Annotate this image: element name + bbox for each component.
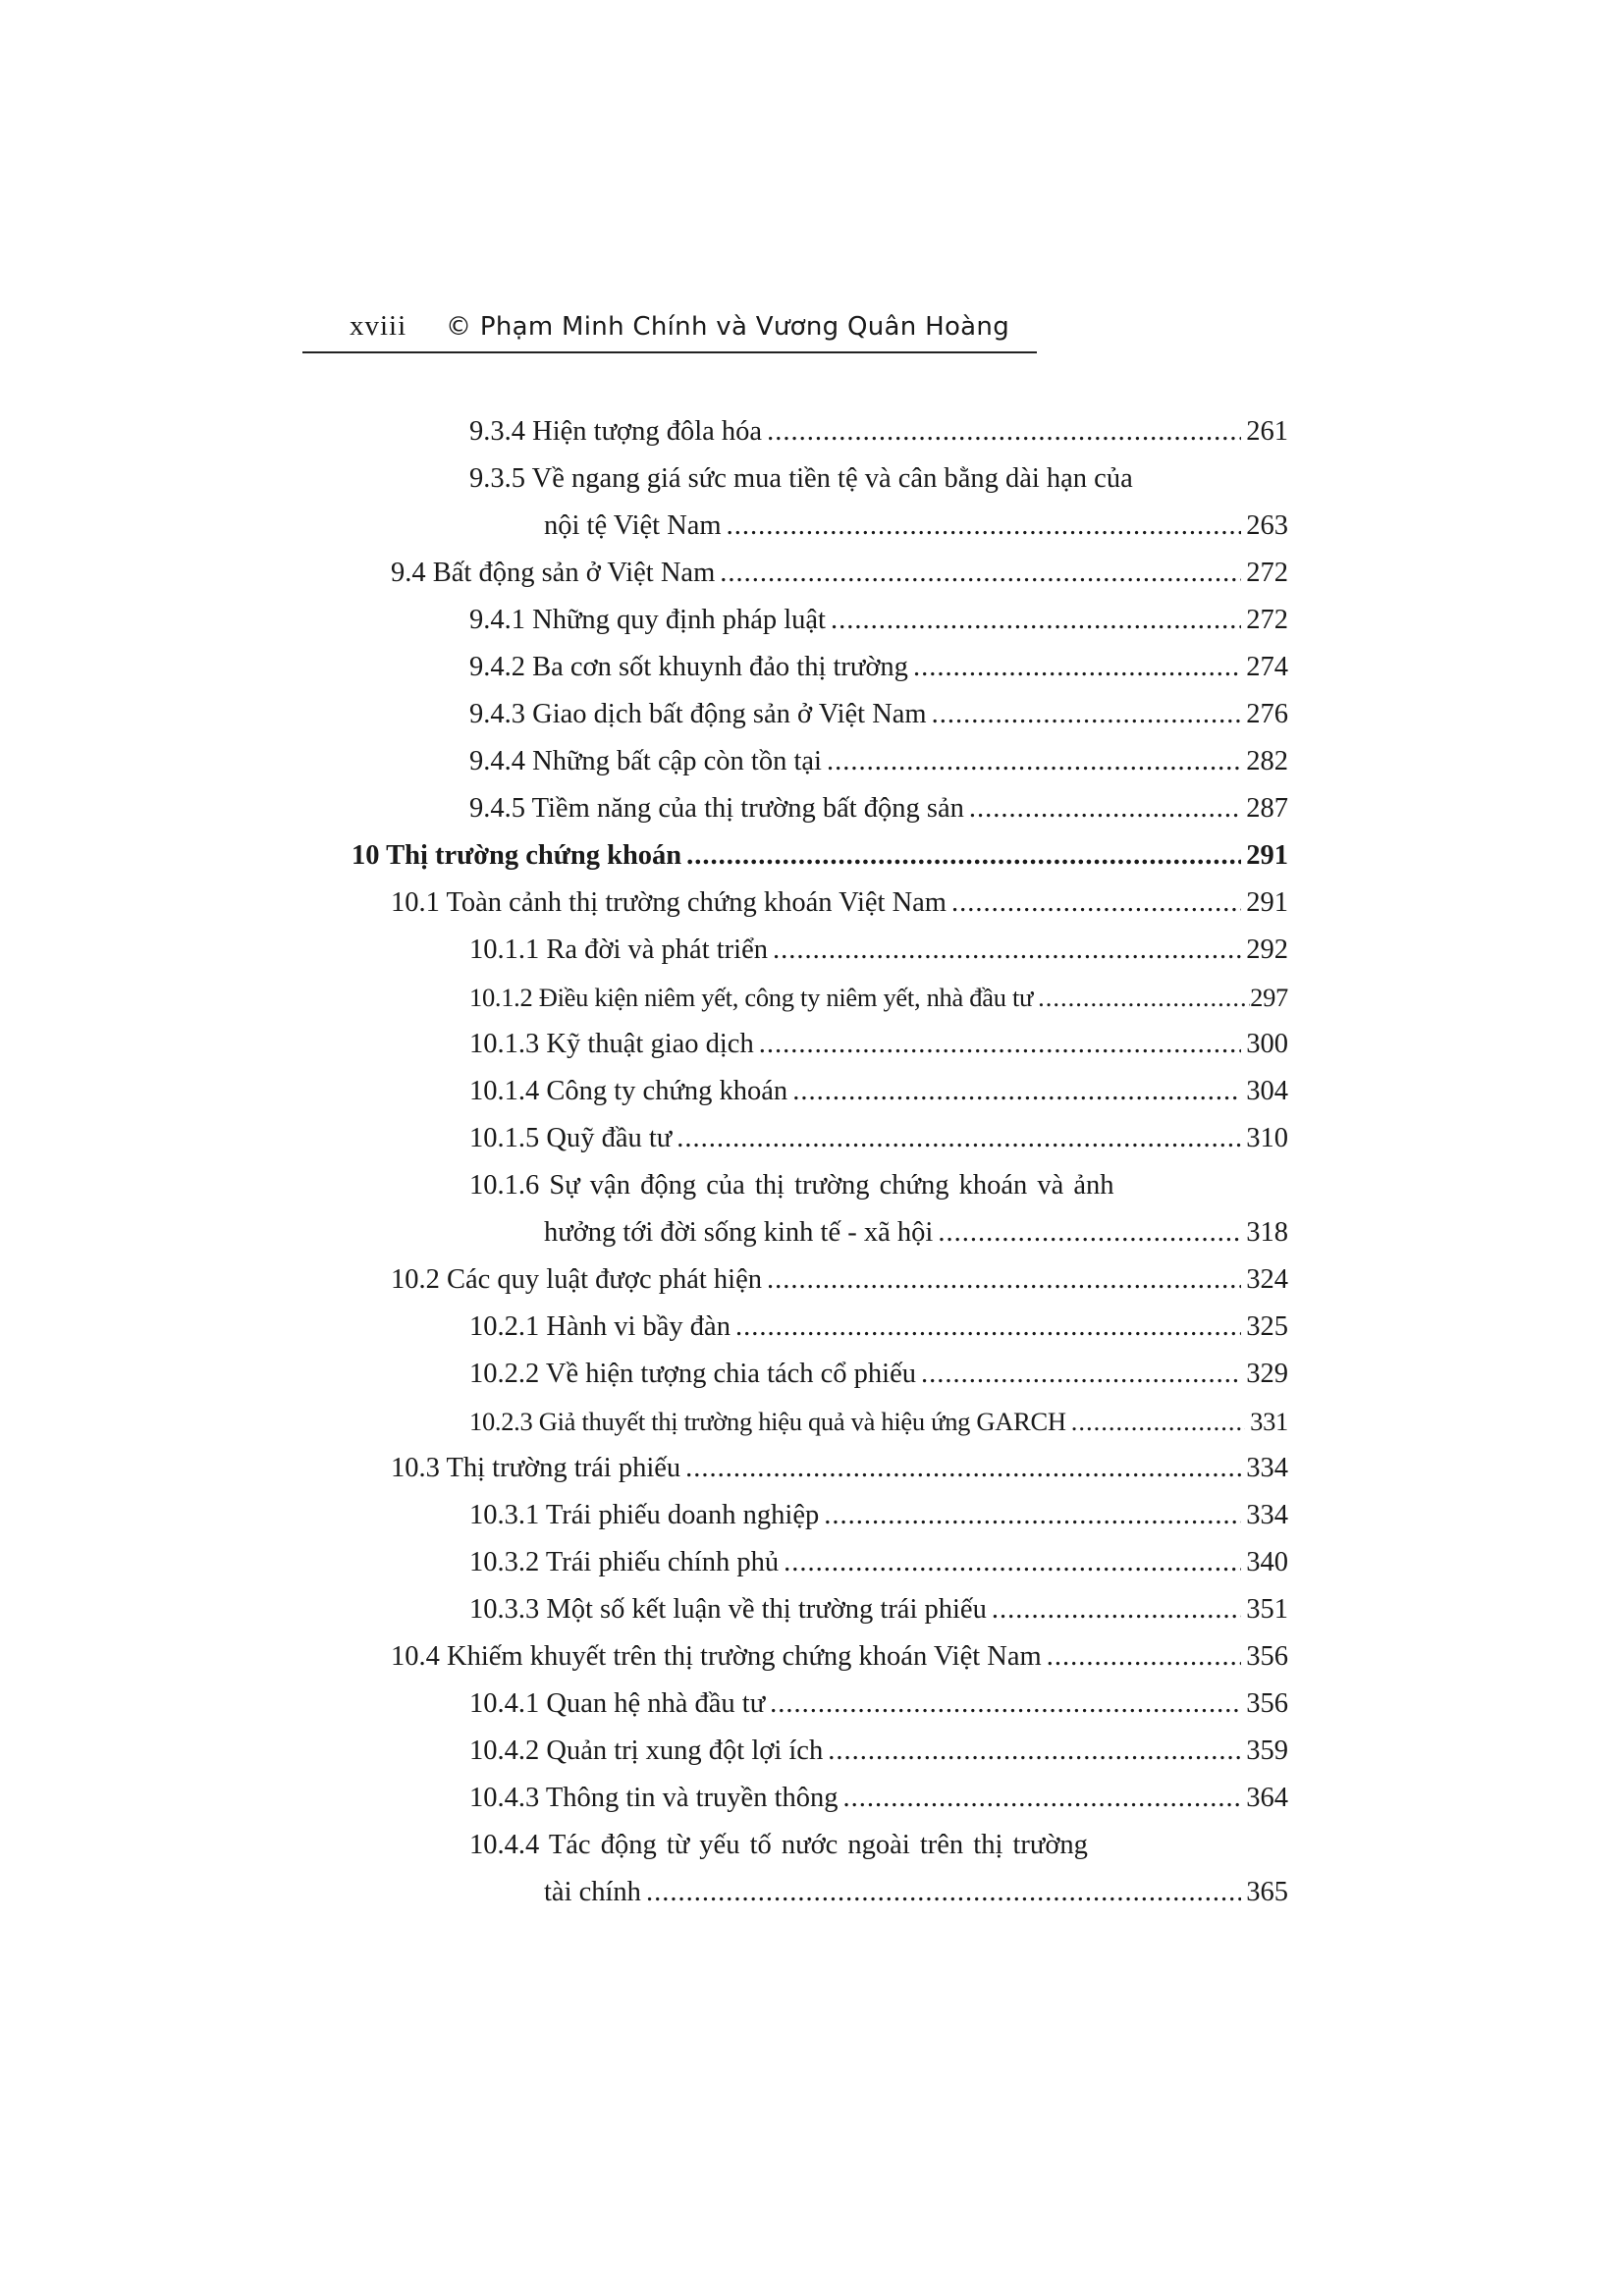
toc-entry-title: 10.3.1 Trái phiếu doanh nghiệp bbox=[469, 1500, 820, 1530]
toc-entry-page: 334 bbox=[1246, 1500, 1288, 1530]
leader-dots bbox=[932, 695, 1242, 734]
leader-dots bbox=[831, 601, 1241, 640]
leader-dots bbox=[685, 1449, 1241, 1488]
toc-entry-page: 356 bbox=[1246, 1688, 1288, 1719]
toc-entry-page: 340 bbox=[1246, 1547, 1288, 1577]
toc-entry[interactable] bbox=[469, 931, 1288, 970]
toc-entry-title: 10 Thị trường chứng khoán bbox=[352, 840, 682, 871]
running-head-title: © Phạm Minh Chính và Vương Quân Hoàng bbox=[446, 312, 1009, 342]
toc-entry-page: 324 bbox=[1246, 1264, 1288, 1295]
toc-entry[interactable] bbox=[391, 554, 1288, 593]
toc-entry-page: 297 bbox=[1250, 983, 1288, 1012]
toc-entry-title: 9.3.4 Hiện tượng đôla hóa bbox=[469, 416, 763, 447]
toc-entry[interactable] bbox=[469, 1590, 1288, 1629]
toc-entry-title: 10.2.3 Giả thuyết thị trường hiệu quả và hiệu ứng GARCH bbox=[469, 1407, 1066, 1436]
toc-entry[interactable] bbox=[469, 412, 1288, 452]
toc-entry[interactable] bbox=[469, 695, 1288, 734]
toc-entry[interactable] bbox=[469, 789, 1288, 828]
toc-entry-page: 263 bbox=[1246, 510, 1288, 541]
toc-entry[interactable] bbox=[391, 1260, 1288, 1300]
leader-dots bbox=[773, 931, 1241, 970]
toc-entry-page: 304 bbox=[1246, 1076, 1288, 1106]
toc-entry-page: 282 bbox=[1246, 746, 1288, 776]
leader-dots bbox=[770, 1684, 1241, 1724]
toc-entry[interactable] bbox=[469, 601, 1288, 640]
leader-dots bbox=[767, 412, 1241, 452]
toc-entry-page: 359 bbox=[1246, 1735, 1288, 1766]
toc-entry-title: 10.2 Các quy luật được phát hiện bbox=[391, 1264, 762, 1295]
toc-entry-title: nội tệ Việt Nam bbox=[544, 510, 722, 541]
toc-entry-page: 276 bbox=[1246, 699, 1288, 729]
leader-dots bbox=[827, 742, 1241, 781]
toc-entry-title: 10.4.2 Quản trị xung đột lợi ích bbox=[469, 1735, 824, 1766]
leader-dots bbox=[1038, 978, 1250, 1017]
toc-entry-page: 274 bbox=[1246, 652, 1288, 682]
toc-entry-page: 331 bbox=[1250, 1407, 1288, 1436]
toc-entry[interactable] bbox=[391, 1637, 1288, 1677]
leader-dots bbox=[1047, 1637, 1242, 1677]
leader-dots bbox=[992, 1590, 1241, 1629]
toc-entry-title: 10.4.1 Quan hệ nhà đầu tư bbox=[469, 1688, 766, 1719]
toc-entry[interactable] bbox=[469, 648, 1288, 687]
toc-entry-page: 272 bbox=[1246, 558, 1288, 588]
toc-entry-title: 10.2.2 Về hiện tượng chia tách cổ phiếu bbox=[469, 1359, 916, 1389]
leader-dots bbox=[767, 1260, 1241, 1300]
toc-entry-page: 365 bbox=[1246, 1877, 1288, 1907]
leader-dots bbox=[828, 1732, 1241, 1771]
toc-entry-title: 9.4 Bất động sản ở Việt Nam bbox=[391, 558, 716, 588]
toc-entry[interactable] bbox=[469, 1119, 1288, 1158]
toc-entry[interactable] bbox=[469, 1025, 1288, 1064]
toc-entry-title: 10.2.1 Hành vi bầy đàn bbox=[469, 1311, 731, 1342]
toc-entry-line: 10.1.6 Sự vận động của thị trường chứng khoán và ảnh bbox=[469, 1170, 1114, 1201]
toc-entry-title: 10.4 Khiếm khuyết trên thị trường chứng khoán Việt Nam bbox=[391, 1641, 1042, 1672]
toc-entry-title: 10.3 Thị trường trái phiếu bbox=[391, 1453, 681, 1483]
toc-entry-page: 272 bbox=[1246, 605, 1288, 635]
toc-entry-title: 10.1.3 Kỹ thuật giao dịch bbox=[469, 1029, 754, 1059]
toc-entry-title: 10.1.4 Công ty chứng khoán bbox=[469, 1076, 788, 1106]
toc-entry-page: 364 bbox=[1246, 1783, 1288, 1813]
toc-entry-page: 318 bbox=[1246, 1217, 1288, 1248]
toc-entry[interactable] bbox=[469, 1779, 1288, 1818]
toc-entry-page: 291 bbox=[1246, 887, 1288, 918]
leader-dots bbox=[1071, 1402, 1245, 1441]
leader-dots bbox=[727, 507, 1242, 546]
toc-entry-title: tài chính bbox=[544, 1877, 641, 1907]
leader-dots bbox=[759, 1025, 1242, 1064]
page-number: xviii bbox=[350, 310, 407, 342]
leader-dots bbox=[913, 648, 1241, 687]
toc-entry-title: hưởng tới đời sống kinh tế - xã hội bbox=[544, 1217, 934, 1248]
toc-entry-title: 10.1.2 Điều kiện niêm yết, công ty niêm yết, nhà đầu tư bbox=[469, 983, 1034, 1012]
toc-entry-title: 9.4.3 Giao dịch bất động sản ở Việt Nam bbox=[469, 699, 927, 729]
leader-dots bbox=[720, 554, 1241, 593]
leader-dots bbox=[677, 1119, 1241, 1158]
toc-entry[interactable] bbox=[469, 1684, 1288, 1724]
leader-dots bbox=[792, 1072, 1241, 1111]
toc-entry[interactable] bbox=[391, 1449, 1288, 1488]
toc-entry-title: 9.4.4 Những bất cập còn tồn tại bbox=[469, 746, 822, 776]
toc-entry-page: 287 bbox=[1246, 793, 1288, 824]
toc-entry-line: 9.3.5 Về ngang giá sức mua tiền tệ và cân bằng dài hạn của bbox=[469, 463, 1133, 494]
toc-entry-title: 10.1 Toàn cảnh thị trường chứng khoán Việt Nam bbox=[391, 887, 947, 918]
toc-entry-title: 10.3.2 Trái phiếu chính phủ bbox=[469, 1547, 780, 1577]
toc-entry-title: 9.4.2 Ba cơn sốt khuynh đảo thị trường bbox=[469, 652, 908, 682]
toc-entry[interactable] bbox=[469, 1355, 1288, 1394]
leader-dots bbox=[686, 836, 1241, 876]
toc-entry-page: 334 bbox=[1246, 1453, 1288, 1483]
toc-entry-page: 310 bbox=[1246, 1123, 1288, 1153]
toc-entry-page: 325 bbox=[1246, 1311, 1288, 1342]
leader-dots bbox=[969, 789, 1241, 828]
toc-entry-page: 261 bbox=[1246, 416, 1288, 447]
toc-entry[interactable] bbox=[544, 1873, 1288, 1912]
toc-entry-page: 351 bbox=[1246, 1594, 1288, 1625]
toc-entry[interactable] bbox=[469, 1402, 1288, 1441]
toc-entry-line: 10.4.4 Tác động từ yếu tố nước ngoài trên thị trường bbox=[469, 1830, 1088, 1860]
toc-entry-page: 300 bbox=[1246, 1029, 1288, 1059]
leader-dots bbox=[784, 1543, 1241, 1582]
leader-dots bbox=[938, 1213, 1241, 1253]
toc-entry-title: 10.1.5 Quỹ đầu tư bbox=[469, 1123, 673, 1153]
toc-entry-title: 10.1.1 Ra đời và phát triển bbox=[469, 934, 768, 965]
leader-dots bbox=[951, 883, 1241, 923]
toc-entry[interactable] bbox=[469, 1543, 1288, 1582]
toc-entry[interactable] bbox=[391, 883, 1288, 923]
leader-dots bbox=[735, 1308, 1241, 1347]
toc-entry-page: 292 bbox=[1246, 934, 1288, 965]
toc-entry[interactable] bbox=[469, 742, 1288, 781]
toc-entry[interactable] bbox=[544, 507, 1288, 546]
toc-entry[interactable] bbox=[469, 1496, 1288, 1535]
toc-entry-page: 356 bbox=[1246, 1641, 1288, 1672]
toc-entry[interactable] bbox=[469, 1308, 1288, 1347]
leader-dots bbox=[824, 1496, 1241, 1535]
toc-entry-title: 10.4.3 Thông tin và truyền thông bbox=[469, 1783, 839, 1813]
toc-entry[interactable] bbox=[469, 1732, 1288, 1771]
leader-dots bbox=[646, 1873, 1241, 1912]
leader-dots bbox=[921, 1355, 1241, 1394]
leader-dots bbox=[842, 1779, 1241, 1818]
toc-entry[interactable] bbox=[544, 1213, 1288, 1253]
toc-entry-title: 10.3.3 Một số kết luận về thị trường trái phiếu bbox=[469, 1594, 987, 1625]
toc-entry[interactable] bbox=[469, 1072, 1288, 1111]
toc-entry[interactable] bbox=[469, 978, 1288, 1017]
toc-entry-page: 329 bbox=[1246, 1359, 1288, 1389]
toc-entry-title: 9.4.1 Những quy định pháp luật bbox=[469, 605, 826, 635]
toc-entry-page: 291 bbox=[1246, 840, 1288, 871]
toc-entry-title: 9.4.5 Tiềm năng của thị trường bất động sản bbox=[469, 793, 964, 824]
toc-chapter-entry[interactable] bbox=[352, 836, 1288, 876]
